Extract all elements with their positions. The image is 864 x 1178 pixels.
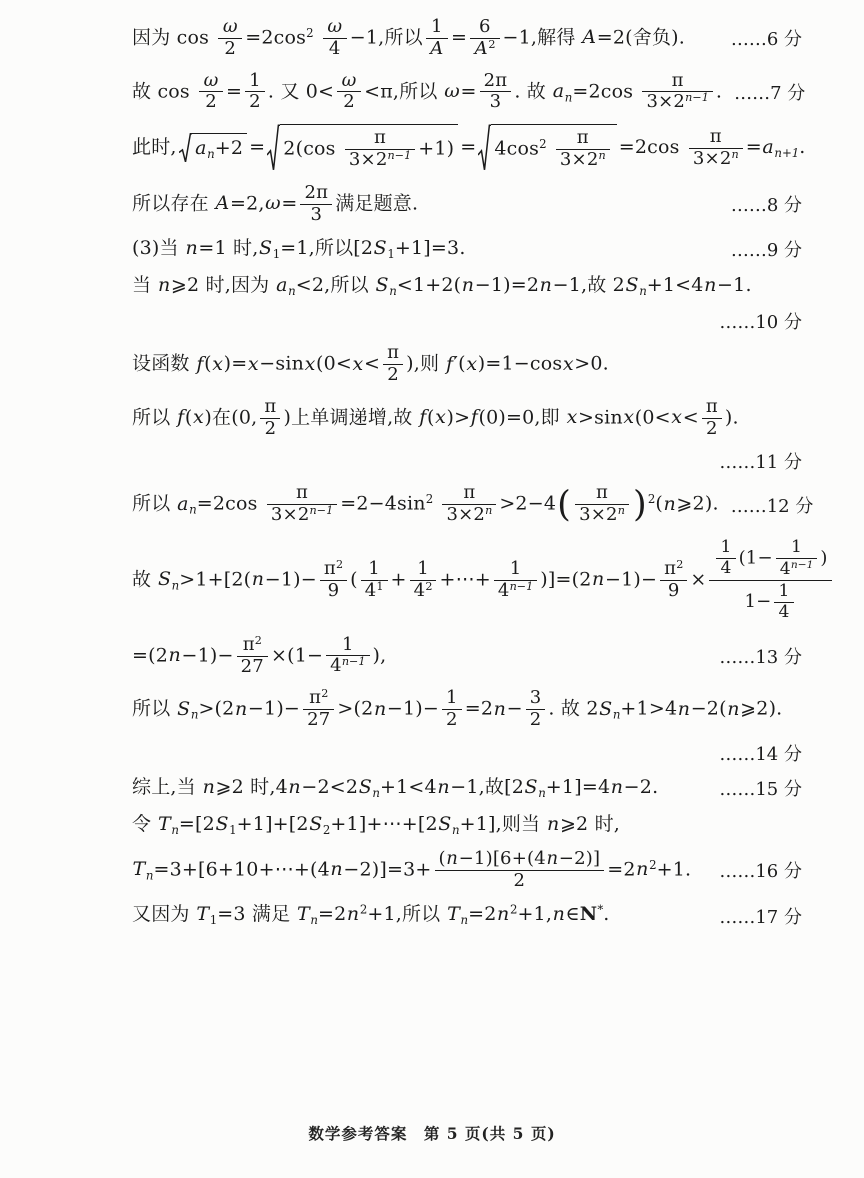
fraction-denominator: 27: [240, 655, 264, 677]
fraction: [218, 17, 242, 60]
fraction-denominator: 2: [264, 417, 277, 439]
math-var: S: [625, 273, 639, 296]
fraction: [320, 559, 347, 602]
score-marker: ……7 分: [734, 82, 806, 104]
fraction-denominator: $3\times 2^n$: [579, 504, 625, 526]
subscript: n: [145, 868, 154, 883]
math-var: x: [304, 352, 316, 375]
score-marker: ……17 分: [719, 906, 802, 928]
math-expression: 故 cos $\frac{\omega}{2}$ = $\frac{1}{2}$ . 又 0< $\frac{\omega}{2}$ <π,所以 ω= $\frac{2\pi}{3}$ . 故 $a_n=2\cos$ $\frac{\pi}{3\times 2^{n-1}}$ .: [132, 69, 723, 113]
math-expression: 令 $T_n=[2S_1+1]+[2S_2+1]+\cdots+[2S_n+1]$,则当 n⩾2 时,: [132, 812, 621, 837]
radical-icon: [267, 124, 280, 172]
fraction-numerator: (n−1)[6+(4n−2)]: [435, 849, 605, 871]
fraction: [774, 582, 793, 622]
fraction-denominator: 2: [706, 417, 718, 439]
math-line-17: [132, 811, 802, 839]
math-line-8: [132, 342, 802, 387]
fraction: [300, 183, 332, 226]
fraction-denominator: 4: [778, 602, 790, 623]
subscript: n: [639, 284, 647, 299]
fraction-denominator: $4^{n-1}$: [330, 655, 366, 677]
math-var: a: [177, 492, 189, 515]
fraction: [480, 71, 512, 114]
math-var: x: [562, 352, 574, 375]
math-var: n: [727, 697, 740, 720]
fraction-denominator: 2: [224, 37, 237, 59]
fraction-denominator: $3\times 2^{n-1}$: [348, 149, 412, 171]
fraction: [323, 17, 347, 60]
fraction-numerator: 2π: [480, 71, 512, 93]
math-var: n: [552, 903, 566, 925]
fraction: [345, 128, 415, 171]
math-var: x: [566, 406, 578, 429]
subscript: n: [452, 822, 460, 837]
math-var: n: [234, 697, 248, 720]
math-expression: 所以 $a_n=2\cos$ $\frac{\pi}{3\times 2^{n-1}}$ $=2-4\sin^2$ $\frac{\pi}{3\times 2^n}$ >2−4( $\frac{\pi}{3\times 2^n}$ )$^2$(n⩾2).: [132, 482, 719, 526]
superscript: 2: [676, 558, 684, 572]
superscript: n: [485, 504, 493, 518]
fraction-denominator: 2: [446, 709, 458, 731]
fraction-numerator: 1: [716, 538, 735, 559]
math-var: n: [288, 775, 301, 798]
fraction-denominator: 3: [489, 91, 502, 113]
fraction: [245, 71, 265, 114]
math-var: n: [157, 273, 171, 296]
radicand: $4\cos^2$ $\frac{\pi}{3\times 2^n}$: [491, 124, 616, 172]
subscript: 1: [229, 822, 237, 837]
math-var: ω: [203, 69, 219, 91]
math-expression: 设函数 f(x)=x−sinx(0<x< $\frac{\pi}{2}$ ),则 f′(x)=1−cosx>0.: [132, 342, 609, 386]
fraction: [556, 128, 610, 171]
math-var: T: [196, 903, 210, 925]
fraction: [303, 688, 334, 731]
math-var: n: [497, 903, 510, 925]
fraction-numerator: [323, 17, 347, 39]
math-var: A: [215, 192, 230, 215]
big-paren: (: [557, 483, 572, 525]
subscript: n: [460, 913, 469, 928]
score-marker: ……14 分: [719, 744, 802, 765]
math-var: x: [193, 406, 204, 429]
score-marker: ……11 分: [719, 452, 802, 474]
subscript: n: [288, 284, 296, 299]
fraction: [426, 17, 448, 60]
superscript: n: [731, 147, 739, 161]
fraction: [383, 343, 403, 386]
fraction: [689, 127, 743, 170]
fraction-numerator: π: [642, 71, 712, 93]
math-var: f: [196, 352, 204, 375]
square-root: [267, 124, 458, 172]
superscript: n−1: [341, 655, 366, 669]
math-var: n: [663, 492, 676, 515]
fraction: [575, 483, 629, 526]
fraction-denominator: 2: [249, 91, 261, 113]
fraction-numerator: 6: [470, 17, 499, 39]
math-var: ω: [327, 16, 343, 38]
math-var: x: [466, 352, 478, 375]
superscript: 2: [647, 492, 656, 507]
score-marker: ……15 分: [719, 779, 802, 800]
fraction-denominator: $3\times 2^n$: [692, 147, 739, 169]
math-line-18: [132, 848, 802, 893]
math-var: T: [297, 903, 310, 925]
fraction: [361, 559, 388, 602]
subscript: n: [310, 913, 318, 928]
fraction-denominator: $4^2$: [413, 579, 433, 601]
math-line-7: [132, 307, 802, 335]
fraction-denominator: $3\times 2^n$: [446, 504, 493, 526]
fraction: [410, 559, 437, 602]
subscript: n: [171, 578, 180, 593]
superscript: 2: [425, 579, 433, 593]
math-bold-symbol: N: [579, 903, 598, 925]
math-expression: 因为 cos $\frac{\omega}{2}$ $=2\cos^2$ $\frac{\omega}{4}$ −1,所以 $\frac{1}{A}$ = $\frac{6}{A^2}$ −1,解得 A=2(舍负).: [132, 16, 685, 59]
subscript: n+1: [774, 146, 800, 161]
math-line-5: [132, 235, 802, 263]
fraction-numerator: $\pi^2$: [320, 559, 347, 581]
score-marker: ……6 分: [730, 29, 802, 51]
fraction-numerator: $\pi^2$: [237, 635, 268, 657]
radicand: $a_n+2$: [192, 133, 248, 163]
math-var: n: [446, 848, 459, 869]
fraction-numerator: [337, 71, 361, 93]
fraction-denominator: $3\times 2^{n-1}$: [270, 504, 334, 526]
math-line-10: [132, 447, 802, 475]
math-var: S: [375, 273, 389, 296]
score-marker: ……12 分: [730, 495, 814, 517]
fraction-numerator: 1: [776, 538, 818, 559]
fraction: [709, 537, 831, 624]
math-var: n: [461, 273, 475, 296]
fraction: [660, 559, 687, 602]
math-var: f: [419, 406, 427, 429]
math-var: n: [346, 903, 360, 925]
fraction: [702, 397, 722, 440]
math-var: ω: [222, 16, 238, 38]
math-var: n: [185, 236, 198, 259]
fraction-numerator: π: [260, 397, 280, 419]
math-var: x: [247, 352, 259, 375]
superscript: 2: [509, 902, 518, 917]
superscript: 2: [306, 25, 314, 40]
fraction-denominator: $4^{n-1}$: [497, 579, 534, 601]
fraction-numerator: 1: [410, 559, 437, 581]
superscript: n: [598, 149, 606, 163]
subscript: 1: [272, 247, 281, 262]
subscript: n: [564, 90, 573, 105]
math-line-15: [132, 739, 802, 767]
subscript: n: [538, 785, 546, 800]
superscript: 2: [488, 37, 496, 51]
fraction-denominator: 1− $\frac{1}{4}$: [709, 581, 831, 623]
fraction: [199, 71, 223, 114]
fraction-denominator: 2: [513, 869, 526, 891]
fraction-denominator: 2: [205, 91, 217, 113]
fraction-denominator: 2: [343, 91, 355, 113]
math-line-13: [132, 634, 802, 679]
fraction-numerator: π: [442, 483, 496, 505]
math-var: n: [677, 697, 691, 720]
fraction-numerator: π: [575, 483, 629, 505]
fraction: [776, 538, 818, 579]
fraction-denominator: 4: [328, 37, 341, 59]
math-var: A: [430, 37, 444, 59]
math-var: ω: [444, 79, 460, 102]
fraction: [435, 849, 605, 892]
math-expression: 此时, $a_n+2$ = 2(cos $\frac{\pi}{3\times 2^{n-1}}$ +1) = $4\cos^2$ $\frac{\pi}{3\times 2^n}$ =2cos $\frac{\pi}{3\times 2^n}$ $=a_{n+1}$.: [132, 125, 806, 171]
math-var: x: [352, 352, 364, 375]
fraction-numerator: 1: [494, 559, 537, 581]
subscript: n: [171, 822, 179, 837]
fraction-denominator: 4: [720, 558, 732, 579]
subscript: n: [190, 707, 199, 722]
fraction-denominator: 27: [307, 709, 331, 731]
math-var: a: [552, 79, 565, 102]
fraction-denominator: 3: [310, 203, 323, 225]
math-expression: 故 $S_n>1+[2(n-1)-$ $\frac{\pi^2}{9}$ ( $\frac{1}{4^1}$ + $\frac{1}{4^2}$ +⋯+ $\frac{1}{4^{n-1}}$ )]=(2n−1)− $\frac{\pi^2}{9}$ × $\frac{1}{4}$ (1− $\frac{1}{4^{n-1}}$ ) 1− $\frac{1}{4}$: [132, 536, 835, 625]
math-var: n: [168, 644, 181, 667]
superscript: 2: [335, 558, 344, 572]
score-marker: ……16 分: [719, 861, 802, 883]
math-line-19: [132, 902, 802, 930]
fraction: [494, 559, 537, 602]
math-var: n: [373, 697, 387, 720]
math-var: T: [132, 858, 146, 881]
subscript: n: [207, 147, 215, 162]
score-marker: ……13 分: [719, 647, 802, 669]
math-expression: 当 n⩾2 时,因为 $a_n<2$,所以 $S_n<1+2(n-1)=2n-1$,故 $2S_n+1<4n-1$.: [132, 273, 752, 299]
math-var: n: [610, 775, 624, 798]
math-var: S: [438, 812, 452, 835]
subscript: 2: [322, 822, 331, 837]
fraction: [470, 17, 499, 60]
fraction-numerator: π: [702, 397, 722, 419]
math-line-1: [132, 16, 802, 61]
math-var: S: [524, 775, 538, 798]
math-var: n: [493, 697, 507, 720]
superscript: *: [597, 902, 604, 917]
fraction-numerator: $\pi^2$: [660, 559, 687, 581]
superscript: 2: [321, 687, 329, 701]
fraction-denominator: [426, 39, 448, 60]
math-var: a: [276, 273, 288, 296]
fraction-numerator: $\pi^2$: [303, 688, 334, 710]
big-paren: ): [632, 483, 647, 525]
math-var: x: [435, 406, 447, 429]
math-expression: =(2n−1)− $\frac{\pi^2}{27}$ ×(1− $\frac{1}{4^{n-1}}$ ),: [132, 633, 387, 677]
math-var: S: [309, 812, 323, 835]
score-marker: ……8 分: [730, 195, 802, 217]
fraction-denominator: $3\times 2^{n-1}$: [646, 91, 709, 113]
superscript: n−1: [790, 557, 814, 571]
superscript: 2: [254, 633, 262, 647]
fraction: [260, 397, 280, 440]
fraction: [337, 71, 361, 114]
subscript: n: [372, 785, 380, 800]
math-expression: 所以存在 A=2,ω= $\frac{2\pi}{3}$ 满足题意.: [132, 181, 419, 225]
superscript: n−1: [509, 579, 534, 593]
superscript: 2: [425, 492, 434, 507]
math-var: n: [547, 812, 560, 835]
superscript: 2: [359, 902, 368, 917]
math-var: n: [202, 775, 216, 798]
score-marker: ……9 分: [730, 240, 802, 262]
fraction-denominator: $4^{n-1}$: [779, 557, 814, 579]
math-var: x: [671, 406, 683, 429]
fraction-denominator: [470, 39, 499, 60]
math-var: a: [195, 137, 207, 160]
fraction-numerator: 1: [326, 635, 369, 657]
fraction: [642, 71, 712, 114]
superscript: n−1: [387, 149, 412, 163]
fraction-numerator: π: [267, 483, 337, 505]
math-var: S: [599, 697, 613, 720]
fraction-numerator: 1: [245, 71, 265, 93]
fraction-numerator: π: [345, 128, 415, 150]
score-marker: ……10 分: [719, 312, 802, 334]
fraction-numerator: [218, 17, 242, 39]
math-var: S: [215, 812, 229, 835]
fraction-numerator: 1: [442, 688, 462, 710]
math-var: n: [592, 568, 605, 591]
math-line-3: [132, 123, 806, 173]
subscript: 1: [209, 913, 218, 928]
fraction: [267, 483, 337, 526]
fraction-numerator: 2π: [300, 183, 332, 205]
fraction-denominator: 2: [529, 709, 542, 731]
math-var: x: [623, 406, 635, 429]
fraction: [442, 483, 496, 526]
math-var: S: [177, 697, 191, 720]
fraction-numerator: [199, 71, 223, 93]
superscript: 2: [649, 857, 657, 872]
fraction-denominator: 2: [387, 364, 399, 386]
math-expression: 综上,当 n⩾2 时$,4n-2<2S_n+1<4n-1$,故$[2S_n+1]=4n-2$.: [132, 775, 659, 800]
math-var: x: [212, 352, 224, 375]
fraction: [526, 688, 546, 731]
math-var: n: [636, 858, 649, 881]
math-var: S: [259, 236, 273, 259]
math-var: S: [157, 568, 172, 591]
fraction: [237, 635, 268, 678]
fraction-numerator: 1: [774, 582, 793, 603]
fraction-denominator: 9: [327, 579, 340, 601]
math-expression: (3)当 n=1 时$,S_1=1$,所以$[2S_1+1]=3$.: [132, 236, 466, 262]
math-line-12: [132, 536, 828, 625]
superscript: 2: [539, 137, 547, 152]
math-expression: 又因为 $T_1=3$ 满足 $T_n=2n^2+1$,所以 $T_n=2n^2+1,n\in N^*$.: [132, 902, 610, 928]
superscript: n: [617, 504, 625, 518]
fraction-denominator: $3\times 2^n$: [559, 149, 606, 171]
subscript: n: [189, 502, 197, 517]
square-root: [478, 124, 616, 172]
fraction: [326, 635, 369, 678]
math-line-16: [132, 774, 802, 802]
fraction-numerator: 1: [361, 559, 388, 581]
superscript: n−1: [309, 504, 334, 518]
math-line-6: [132, 272, 802, 300]
math-var: n: [251, 568, 265, 591]
math-var: n: [546, 848, 559, 869]
math-var: n: [539, 273, 553, 296]
math-line-11: [132, 482, 814, 527]
math-var: A: [582, 26, 597, 49]
fraction-numerator: π: [383, 343, 403, 365]
page-footer: 数学参考答案 第 5 页(共 5 页): [308, 1124, 556, 1143]
math-expression: 所以 f(x)在(0, $\frac{\pi}{2}$ )上单调递增,故 f(x)>f(0)=0,即 x>sinx(0<x< $\frac{\pi}{2}$ ).: [132, 395, 739, 439]
superscript: 1: [376, 579, 384, 593]
fraction-denominator: $4^1$: [364, 579, 384, 601]
math-line-4: [132, 182, 802, 227]
fraction-denominator: 9: [667, 579, 680, 601]
fraction-numerator: π: [556, 128, 610, 150]
fraction-numerator: 3: [526, 688, 546, 710]
math-var: S: [358, 775, 372, 798]
math-line-14: [132, 687, 802, 732]
square-root: [179, 133, 248, 163]
subscript: n: [612, 707, 621, 722]
math-var: a: [762, 136, 774, 159]
fraction-numerator: π: [689, 127, 743, 149]
math-var: ω: [341, 69, 357, 91]
math-var: f: [445, 352, 454, 375]
radical-icon: [478, 124, 491, 172]
math-var: T: [447, 903, 460, 925]
fraction-numerator: 1: [426, 17, 448, 39]
math-var: f: [470, 406, 478, 429]
superscript: n−1: [685, 91, 709, 105]
subscript: 1: [387, 247, 395, 262]
math-var: S: [373, 236, 387, 259]
math-var: n: [704, 273, 717, 296]
fraction: [442, 688, 462, 731]
math-line-2: [132, 69, 806, 115]
fraction-numerator: $\frac{1}{4}$ (1− $\frac{1}{4^{n-1}}$ ): [709, 537, 831, 581]
fraction: [716, 538, 735, 578]
math-var: f: [177, 406, 185, 429]
math-expression: 所以 $S_n>(2n-1)-$ $\frac{\pi^2}{27}$ >(2n−1)− $\frac{1}{2}$ =2n− $\frac{3}{2}$ . 故 $2S_n+1>4n-2(n⩾2)$.: [132, 687, 783, 731]
radical-icon: [179, 133, 192, 163]
subscript: n: [389, 284, 397, 299]
math-var: n: [437, 775, 450, 798]
math-var: A: [474, 37, 488, 59]
math-var: T: [157, 812, 171, 835]
math-line-9: [132, 396, 802, 441]
math-expression: $T_n=3+[6+10+\cdots+(4n-2)]=3+$ $\frac{(n-1)[6+(4n-2)]}{2}$ $=2n^2+1$.: [132, 848, 692, 891]
radicand: 2(cos $\frac{\pi}{3\times 2^{n-1}}$ +1): [280, 124, 458, 172]
math-var: ω: [265, 192, 281, 215]
math-var: n: [330, 858, 343, 881]
